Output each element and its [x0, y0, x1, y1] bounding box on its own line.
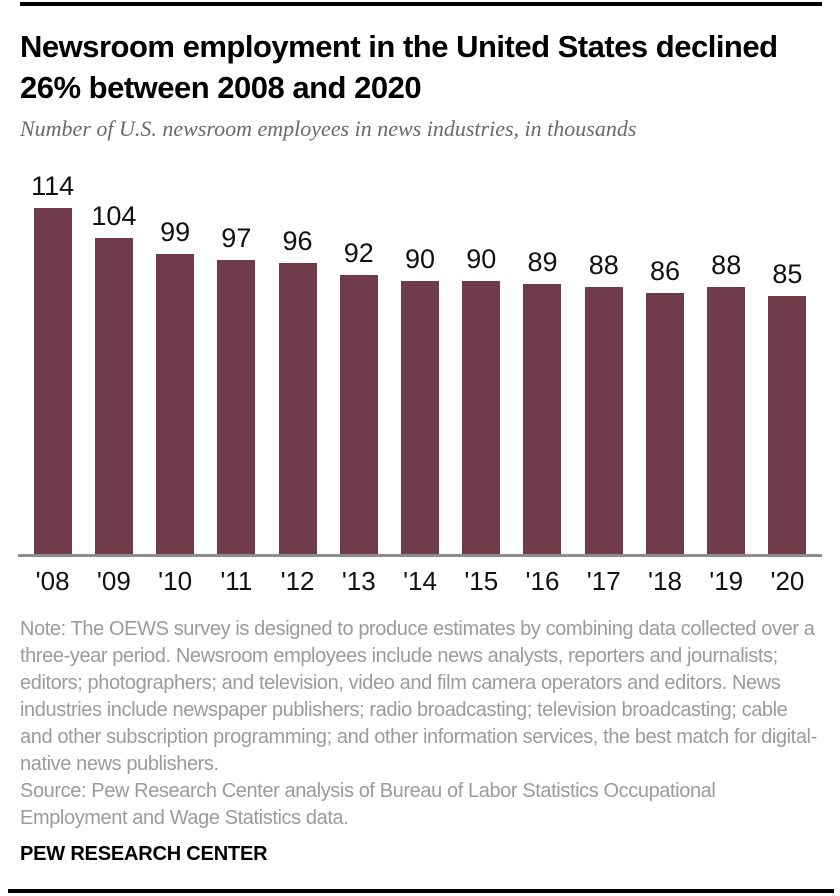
bar	[768, 296, 806, 554]
bar-column	[634, 173, 695, 554]
bar	[523, 284, 561, 554]
chart-title: Newsroom employment in the United States declined 26% between 2008 and 2020	[20, 29, 778, 105]
chart-subtitle: Number of U.S. newsroom employees in news industries, in thousands	[20, 116, 637, 141]
bar-chart	[22, 173, 818, 596]
top-rule	[20, 2, 822, 6]
bar-value-label: 104	[91, 201, 137, 231]
bar-value-label: 90	[405, 244, 436, 274]
x-axis-tick-label: '11	[220, 566, 253, 596]
x-axis-tick-label: '09	[96, 566, 131, 596]
bar-column	[696, 173, 757, 554]
bar-column	[451, 173, 512, 554]
x-axis-tick-label: '16	[525, 566, 560, 596]
bar	[279, 263, 317, 554]
bar	[401, 281, 439, 554]
x-axis-tick-label: '19	[709, 566, 744, 596]
bottom-rule	[8, 889, 834, 893]
x-axis-line	[18, 554, 822, 557]
note-text: Note: The OEWS survey is designed to produce estimates by combining data collected over a three-year period. Newsroom employees include news analysts, reporters and journalists; editors; photographers; and television, video and film camera operators and editors. News industries include newspaper publishers; radio broadcasting; television broadcasting; cable and other subscription programming; and other information services, the best match for digital-native news publishers.	[20, 618, 817, 775]
bar-value-label: 85	[772, 259, 803, 289]
bar-value-label: 89	[527, 247, 558, 277]
plot-area	[22, 173, 818, 554]
bar-column	[757, 173, 818, 554]
bar-column	[512, 173, 573, 554]
x-axis-tick-label: '10	[158, 566, 193, 596]
bar-column	[206, 173, 267, 554]
bar	[585, 287, 623, 554]
bar-column	[22, 173, 83, 554]
bar-value-label: 96	[282, 226, 313, 256]
bar	[707, 287, 745, 554]
bar	[462, 281, 500, 554]
brand-wordmark: PEW RESEARCH CENTER	[20, 843, 268, 865]
chart-header	[20, 26, 820, 143]
bar-value-label: 90	[466, 244, 497, 274]
source-text: Source: Pew Research Center analysis of Bureau of Labor Statistics Occupational Employment and Wage Statistics data.	[20, 780, 716, 829]
bar	[340, 275, 378, 554]
bar-column	[267, 173, 328, 554]
bar	[95, 238, 133, 554]
bar-column	[389, 173, 450, 554]
bar-column	[144, 173, 205, 554]
bar-column	[328, 173, 389, 554]
bar	[34, 208, 72, 554]
x-axis-tick-label: '14	[403, 566, 437, 596]
x-axis-tick-label: '12	[280, 566, 315, 596]
page	[0, 2, 840, 896]
x-axis-tick-label: '18	[648, 566, 682, 596]
bar-value-label: 99	[160, 217, 191, 247]
chart-footer	[20, 616, 820, 866]
bar-value-label: 97	[221, 223, 252, 253]
bar-value-label: 86	[649, 256, 680, 286]
x-axis-tick-label: '20	[770, 566, 805, 596]
x-axis-tick-label: '13	[341, 566, 376, 596]
bar-value-label: 88	[711, 250, 742, 280]
bar-column	[573, 173, 634, 554]
bar	[646, 293, 684, 554]
x-axis-tick-label: '17	[586, 566, 621, 596]
x-axis-tick-labels	[22, 566, 818, 596]
bar-column	[83, 173, 144, 554]
bar	[217, 260, 255, 554]
bar-value-label: 88	[588, 250, 619, 280]
x-axis-tick-label: '15	[464, 566, 499, 596]
bar-value-label: 92	[343, 238, 374, 268]
bar	[156, 254, 194, 554]
x-axis-tick-label: '08	[35, 566, 70, 596]
bar-value-label: 114	[31, 171, 75, 201]
